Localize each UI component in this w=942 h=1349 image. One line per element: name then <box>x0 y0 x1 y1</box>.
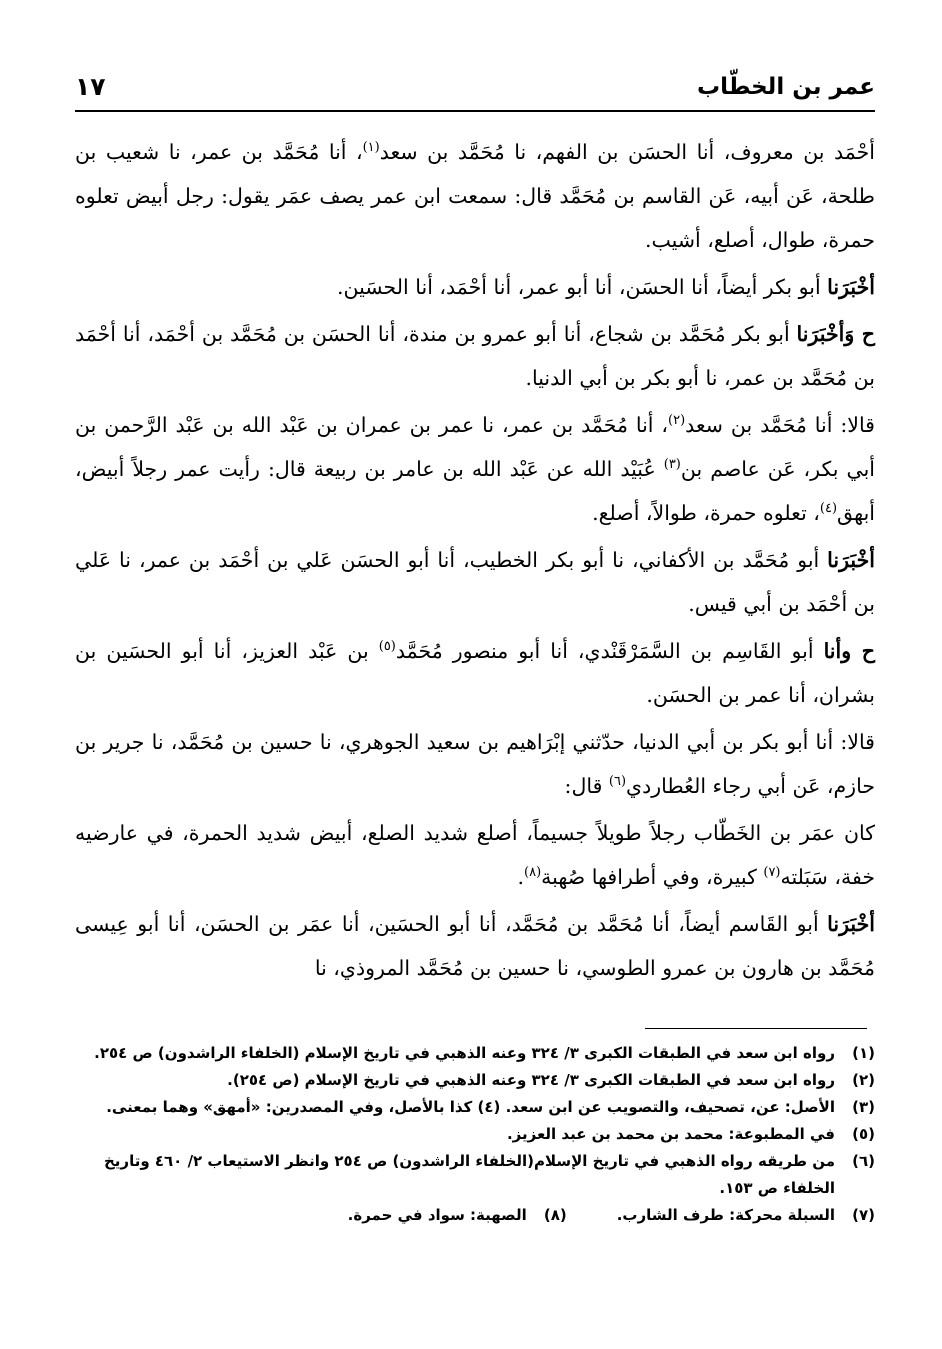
paragraph-text: قالا: أنا أبو بكر بن أبي الدنيا، حدّثني إبْرَاهيم بن سعيد الجوهري، نا حسين بن مُحَمَّد، نا جرير بن حازم، عَن أبي رجاء العُطاردي <box>75 730 875 798</box>
isnad-lead-word: ح وأنا <box>823 639 875 663</box>
paragraph-text: كان عمَر بن الخَطّاب رجلاً طويلاً جسيماً، أصلع شديد الصلع، أبيض شديد الحمرة، في عارضيه خفة، سَبَلته <box>75 821 875 889</box>
footnote-ref: (٢) <box>668 413 686 429</box>
footnote-ref: (٧) <box>763 865 781 881</box>
paragraph-text: أبو بكر أيضاً، أنا الحسَن، أنا أبو عمر، أنا أحْمَد، أنا الحسَين. <box>336 275 828 299</box>
footnote <box>75 1148 875 1202</box>
footnote-text: الأصل: عن، تصحيف، والتصويب عن ابن سعد. (٤) كذا بالأصل، وفي المصدرين: «أمهق» وهما بمعنى. <box>106 1098 835 1116</box>
footnote-ref: (٤) <box>819 501 838 517</box>
footnote-ref: (٥) <box>378 639 396 655</box>
paragraph-text: أبو بكر مُحَمَّد بن شجاع، أنا أبو عمرو بن مندة، أنا الحسَن بن مُحَمَّد بن أحْمَد، أنا أحْمَد بن مُحَمَّد بن عمر، نا أبو بكر بن أبي الدنيا. <box>75 322 875 390</box>
footnote-number: (٣) <box>852 1098 875 1116</box>
paragraph-text: أبو القَاسِم بن السَّمَرْقَنْدي، أنا أبو منصور مُحَمَّد <box>395 639 824 663</box>
running-header <box>75 70 875 112</box>
footnote-number: (٧) <box>852 1206 875 1224</box>
footnote-ref: (٦) <box>608 774 627 790</box>
paragraph-text: أبو القَاسم أيضاً، أنا مُحَمَّد بن مُحَمَّد، أنا أبو الحسَين، أنا عمَر بن الحسَن، أنا أبو عِيسى مُحَمَّد بن هارون بن عمرو الطوسي، نا حسين بن مُحَمَّد المروذي، نا <box>75 912 875 980</box>
footnote <box>348 1202 567 1229</box>
footnote-text: رواه ابن سعد في الطبقات الكبرى ٣/ ٣٢٤ وعنه الذهبي في تاريخ الإسلام (ص ٢٥٤). <box>227 1071 835 1089</box>
footnote-number: (٥) <box>852 1125 875 1143</box>
isnad-lead-word: ح وَأخْبَرَنا <box>796 322 875 346</box>
paragraph-text: أحْمَد بن معروف، أنا الحسَن بن الفهم، نا مُحَمَّد بن سعد <box>379 140 875 164</box>
paragraph <box>75 811 875 899</box>
footnote-number: (١) <box>852 1044 875 1062</box>
paragraph-text: كبيرة، وفي أطرافها صُهبة <box>541 865 764 889</box>
footnote-text: السبلة محركة: طرف الشارب. <box>616 1206 835 1224</box>
paragraph-text: ، أنا مُحَمَّد بن عمر، نا شعيب بن طلحة، عَن أبيه، عَن القاسم بن مُحَمَّد قال: سمعت ابن عمر يصف عمَر يقول: رجل أبيض تعلوه حمرة، طوال، أصلع، أشيب. <box>75 140 875 252</box>
footnote-ref: (٨) <box>524 865 542 881</box>
paragraph-text: ، تعلوه حمرة، طوالاً، أصلع. <box>592 501 820 525</box>
paragraph <box>75 130 875 262</box>
paragraph <box>75 538 875 626</box>
paragraph-text: بن عَبْد العزيز، أنا أبو الحسَين بن بشران، أنا عمر بن الحسَن. <box>75 639 875 707</box>
paragraph <box>75 403 875 535</box>
footnote <box>75 1094 875 1121</box>
footnote-separator <box>645 1028 867 1029</box>
footnote-row <box>75 1202 875 1229</box>
isnad-lead-word: أخْبَرَنا <box>827 912 875 936</box>
footnote <box>75 1121 875 1148</box>
footnote <box>75 1040 875 1067</box>
main-text <box>75 130 875 1010</box>
header-title: عمر بن الخطّاب <box>696 74 875 100</box>
isnad-lead-word: أخْبَرَنا <box>827 548 875 572</box>
paragraph <box>75 720 875 808</box>
footnote-ref: (١) <box>362 140 380 156</box>
footnote-number: (٦) <box>852 1152 875 1170</box>
footnote-text: في المطبوعة: محمد بن محمد بن عبد العزيز. <box>506 1125 835 1143</box>
footnotes <box>75 1040 875 1229</box>
footnote <box>617 1202 875 1229</box>
paragraph <box>75 629 875 717</box>
paragraph-text: عُبَيْد الله عن عَبْد الله بن عامر بن ربيعة قال: رأيت عمر رجلاً أبيض، أبهق <box>75 457 875 525</box>
footnote-text: رواه ابن سعد في الطبقات الكبرى ٣/ ٣٢٤ وعنه الذهبي في تاريخ الإسلام (الخلفاء الراشدون) ص ٢٥٤. <box>94 1044 835 1062</box>
paragraph-text: أبو مُحَمَّد بن الأكفاني، نا أبو بكر الخطيب، أنا أبو الحسَن عَلي بن أحْمَد بن عمر، نا عَلي بن أحْمَد بن أبي قيس. <box>75 548 875 616</box>
footnote-number: (٢) <box>852 1071 875 1089</box>
footnote-number: (٨) <box>543 1206 567 1224</box>
paragraph <box>75 265 875 309</box>
page-number: ١٧ <box>75 72 106 101</box>
paragraph-text: قال: <box>564 774 609 798</box>
footnote-ref: (٣) <box>663 457 681 473</box>
isnad-lead-word: أخْبَرَنا <box>827 275 875 299</box>
paragraph-text: . <box>517 865 525 889</box>
paragraph <box>75 312 875 400</box>
footnote-text: الصهبة: سواد في حمرة. <box>347 1206 527 1224</box>
footnote-text: من طريقه رواه الذهبي في تاريخ الإسلام(الخلفاء الراشدون) ص ٢٥٤ وانظر الاستيعاب ٢/ ٤٦٠ وتاريخ الخلفاء ص ١٥٣. <box>103 1152 835 1197</box>
paragraph <box>75 902 875 990</box>
paragraph-text: قالا: أنا مُحَمَّد بن سعد <box>685 413 875 437</box>
paragraph-text: ، أنا مُحَمَّد بن عمر، نا عمر بن عمران بن عَبْد الله بن عَبْد الرَّحمن بن أبي بكر، عَن عاصم بن <box>75 413 876 481</box>
footnote <box>75 1067 875 1094</box>
